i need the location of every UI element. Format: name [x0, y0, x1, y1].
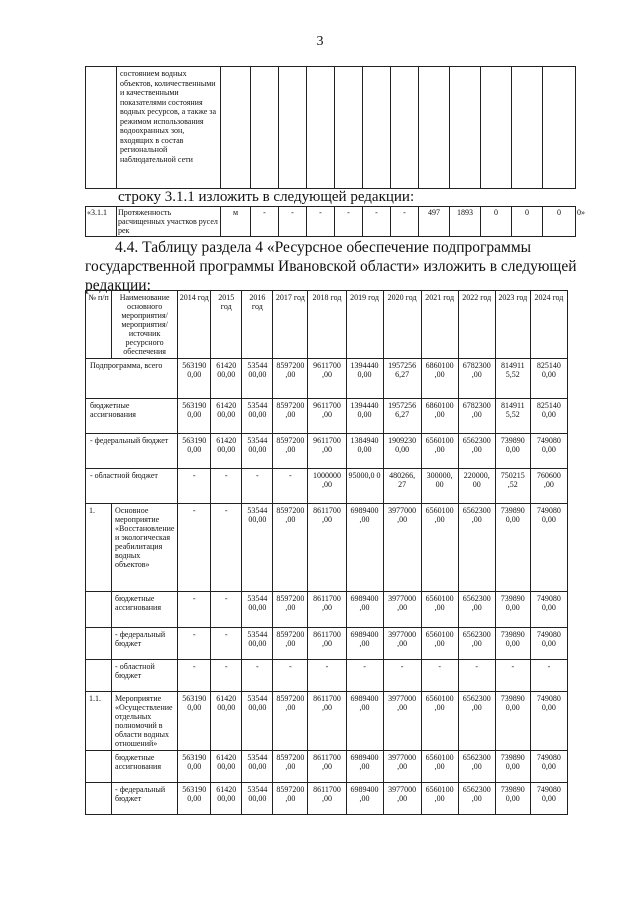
row-number: 1.	[86, 504, 112, 592]
row-value: 6562300 ,00	[458, 692, 495, 751]
row-value: 61420 00,00	[211, 692, 242, 751]
table-row	[86, 592, 568, 628]
row-value: -	[178, 504, 211, 592]
row-value: -	[530, 660, 567, 692]
header-year: 2022 год	[458, 291, 495, 359]
row-311-value: -	[307, 207, 335, 237]
table-row	[86, 469, 568, 504]
row-number	[86, 592, 112, 628]
row-number	[86, 660, 112, 692]
row-value: 8611700 ,00	[308, 504, 346, 592]
table-row	[86, 399, 568, 434]
row-value: 8597200 ,00	[273, 592, 308, 628]
row-value: 6860100 ,00	[421, 399, 458, 434]
row-value: 814911 5,52	[495, 359, 530, 399]
row-value: 9611700 ,00	[308, 359, 346, 399]
row-value: 6560100 ,00	[421, 692, 458, 751]
row-value: 6562300 ,00	[458, 434, 495, 469]
row-value: 1909230 0,00	[383, 434, 421, 469]
row-value: 749080 0,00	[530, 592, 567, 628]
header-name: Наименование основного мероприятия/ мероприятия/ источник ресурсного обеспечения	[112, 291, 178, 359]
row-name: Основное мероприятие «Восстановление и экологическая реабилитация водных объектов»	[112, 504, 178, 592]
table-row	[86, 783, 568, 815]
row-value: 3977000 ,00	[383, 692, 421, 751]
row-value: 563190 0,00	[178, 692, 211, 751]
row-value: 53544 00,00	[242, 783, 273, 815]
resource-table	[85, 290, 568, 815]
row-name: - областной бюджет	[112, 660, 178, 692]
row-value: 739890 0,00	[495, 592, 530, 628]
row-value: 53544 00,00	[242, 628, 273, 660]
row-value: -	[273, 469, 308, 504]
row-name: - федеральный бюджет	[112, 783, 178, 815]
row-value: 6560100 ,00	[421, 628, 458, 660]
table-row	[86, 434, 568, 469]
row-value: 3977000 ,00	[383, 783, 421, 815]
row-name: бюджетные ассигнования	[112, 592, 178, 628]
row-value: 8597200 ,00	[273, 783, 308, 815]
row-311-value: -	[335, 207, 363, 237]
row-value: 61420 00,00	[211, 783, 242, 815]
row-value: 6989400 ,00	[346, 592, 383, 628]
row-value: 750215 ,52	[495, 469, 530, 504]
row-value: 9611700 ,00	[308, 399, 346, 434]
row-311-name: Протяженность расчищенных участков русел рек	[117, 207, 221, 237]
paragraph-4-4-line2: государственной программы Ивановской области» изложить в следующей	[85, 258, 577, 275]
row-value: 8597200 ,00	[273, 628, 308, 660]
row-value: 6560100 ,00	[421, 592, 458, 628]
row-value: -	[211, 592, 242, 628]
row-value: 3977000 ,00	[383, 592, 421, 628]
paragraph-4-4-line1: 4.4. Таблицу раздела 4 «Ресурсное обеспечение подпрограммы	[115, 239, 532, 256]
row-value: 6989400 ,00	[346, 751, 383, 783]
header-year: 2019 год	[346, 291, 383, 359]
row-value: 300000, 00	[421, 469, 458, 504]
row-311-table	[85, 206, 585, 237]
row-value: 6989400 ,00	[346, 783, 383, 815]
row-value: 563190 0,00	[178, 399, 211, 434]
row-value: 749080 0,00	[530, 783, 567, 815]
row-name: бюджетные ассигнования	[112, 751, 178, 783]
header-year: 2016 год	[242, 291, 273, 359]
row-name: бюджетные ассигнования	[86, 399, 178, 434]
row-value: 6860100 ,00	[421, 359, 458, 399]
row-311-value: -	[391, 207, 419, 237]
row-value: 8597200 ,00	[273, 504, 308, 592]
header-year: 2024 год	[530, 291, 567, 359]
row-number	[86, 751, 112, 783]
row-value: 739890 0,00	[495, 692, 530, 751]
row-311-value: 497	[419, 207, 450, 237]
row-value: 61420 00,00	[211, 359, 242, 399]
row-311: «3.1.1 Протяженность расчищенных участков русел рек м - - - - - - 497 1893 0 0 0 0»	[87, 208, 585, 235]
row-311-value: -	[363, 207, 391, 237]
row-value: 6562300 ,00	[458, 628, 495, 660]
row-value: 6782300 ,00	[458, 399, 495, 434]
row-value: -	[178, 628, 211, 660]
row-name: - областной бюджет	[86, 469, 178, 504]
header-year: 2018 год	[308, 291, 346, 359]
row-value: 563190 0,00	[178, 359, 211, 399]
row-value: -	[273, 660, 308, 692]
row-311-value: 1893	[450, 207, 481, 237]
row-value: 53544 00,00	[242, 359, 273, 399]
row-value: 220000, 00	[458, 469, 495, 504]
table-row	[86, 692, 568, 751]
row-value: 1000000 ,00	[308, 469, 346, 504]
row-value: -	[346, 660, 383, 692]
header-year: 2015 год	[211, 291, 242, 359]
row-number	[86, 783, 112, 815]
table-header-row	[86, 291, 568, 359]
row-value: 739890 0,00	[495, 434, 530, 469]
row-value: -	[495, 660, 530, 692]
row-value: -	[308, 660, 346, 692]
row-value: 61420 00,00	[211, 751, 242, 783]
header-year: 2017 год	[273, 291, 308, 359]
row-value: 814911 5,52	[495, 399, 530, 434]
row-value: 6562300 ,00	[458, 751, 495, 783]
table-row	[86, 751, 568, 783]
row-value: 8597200 ,00	[273, 692, 308, 751]
row-value: 739890 0,00	[495, 751, 530, 783]
row-311-code: «3.1.1	[86, 207, 117, 237]
row-value: 6989400 ,00	[346, 504, 383, 592]
row-name: - федеральный бюджет	[86, 434, 178, 469]
row-value: 1394440 0,00	[346, 399, 383, 434]
row-value: -	[211, 628, 242, 660]
row-value: 749080 0,00	[530, 434, 567, 469]
row-number: 1.1.	[86, 692, 112, 751]
cont-num-cell	[86, 67, 117, 189]
row-value: 6562300 ,00	[458, 592, 495, 628]
header-year: 2020 год	[383, 291, 421, 359]
row-value: 825140 0,00	[530, 399, 567, 434]
row-value: 8611700 ,00	[308, 692, 346, 751]
row-value: 3977000 ,00	[383, 628, 421, 660]
row-value: 6562300 ,00	[458, 783, 495, 815]
row-value: 53544 00,00	[242, 592, 273, 628]
row-value: 8597200 ,00	[273, 359, 308, 399]
header-year: 2014 год	[178, 291, 211, 359]
row-value: -	[421, 660, 458, 692]
row-value: 563190 0,00	[178, 751, 211, 783]
row-value: 749080 0,00	[530, 692, 567, 751]
row-value: -	[211, 504, 242, 592]
row-value: -	[242, 469, 273, 504]
row-311-value: -	[279, 207, 307, 237]
row-value: 8611700 ,00	[308, 783, 346, 815]
row-value: 8597200 ,00	[273, 434, 308, 469]
row-value: -	[242, 660, 273, 692]
row-value: 739890 0,00	[495, 504, 530, 592]
row-value: 1957256 6,27	[383, 399, 421, 434]
table-row	[86, 628, 568, 660]
row-value: 95000,0 0	[346, 469, 383, 504]
row-value: 6989400 ,00	[346, 692, 383, 751]
row-name: Мероприятие «Осуществление отдельных полномочий в области водных отношений»	[112, 692, 178, 751]
row-value: 749080 0,00	[530, 504, 567, 592]
row-value: -	[178, 592, 211, 628]
row-value: 53544 00,00	[242, 399, 273, 434]
header-year: 2021 год	[421, 291, 458, 359]
row-value: 8611700 ,00	[308, 751, 346, 783]
row-value: 1384940 0,00	[346, 434, 383, 469]
row-value: -	[178, 469, 211, 504]
row-value: 6560100 ,00	[421, 434, 458, 469]
row-value: 6560100 ,00	[421, 751, 458, 783]
row-value: 6782300 ,00	[458, 359, 495, 399]
row-value: 61420 00,00	[211, 399, 242, 434]
row-value: 760600 ,00	[530, 469, 567, 504]
continuation-table	[85, 66, 576, 189]
row-value: 3977000 ,00	[383, 504, 421, 592]
row-value: -	[383, 660, 421, 692]
table-row	[86, 504, 568, 592]
row-value: -	[178, 660, 211, 692]
row-value: 563190 0,00	[178, 434, 211, 469]
row-311-value: 0	[543, 207, 576, 237]
row-value: 825140 0,00	[530, 359, 567, 399]
row-311-unit: м	[221, 207, 251, 237]
row-value: 6560100 ,00	[421, 504, 458, 592]
row-value: 53544 00,00	[242, 434, 273, 469]
row-value: 3977000 ,00	[383, 751, 421, 783]
header-num: № п/п	[86, 291, 112, 359]
cont-text-cell: состоянием водных объектов, количественными и качественными показателями состояния водных ресурсов, а также за режимом использования водоохранных зон, входящих в состав региональной наблюдательной сети	[117, 67, 221, 189]
row-value: 563190 0,00	[178, 783, 211, 815]
row-value: 1394440 0,00	[346, 359, 383, 399]
instruction-311: строку 3.1.1 изложить в следующей редакции:	[118, 189, 415, 205]
row-value: 749080 0,00	[530, 751, 567, 783]
paragraph-4-4-line3: редакции:	[85, 277, 151, 294]
row-value: 8597200 ,00	[273, 399, 308, 434]
row-value: -	[458, 660, 495, 692]
row-value: 8611700 ,00	[308, 592, 346, 628]
row-number	[86, 628, 112, 660]
row-value: 9611700 ,00	[308, 434, 346, 469]
row-311-value: 0	[512, 207, 543, 237]
table-row	[86, 359, 568, 399]
row-name: Подпрограмма, всего	[86, 359, 178, 399]
row-name: - федеральный бюджет	[112, 628, 178, 660]
row-value: 739890 0,00	[495, 783, 530, 815]
row-value: 1957256 6,27	[383, 359, 421, 399]
row-value: 6560100 ,00	[421, 783, 458, 815]
page-number: 3	[316, 34, 324, 49]
table-row	[86, 660, 568, 692]
header-year: 2023 год	[495, 291, 530, 359]
row-value: 53544 00,00	[242, 692, 273, 751]
row-value: 6562300 ,00	[458, 504, 495, 592]
row-value: 53544 00,00	[242, 751, 273, 783]
row-311-value: 0	[481, 207, 512, 237]
row-value: 6989400 ,00	[346, 628, 383, 660]
row-value: 8597200 ,00	[273, 751, 308, 783]
row-value: 739890 0,00	[495, 628, 530, 660]
row-value: 53544 00,00	[242, 504, 273, 592]
row-value: 8611700 ,00	[308, 628, 346, 660]
row-value: 749080 0,00	[530, 628, 567, 660]
row-value: -	[211, 660, 242, 692]
row-value: 480266, 27	[383, 469, 421, 504]
row-value: 61420 00,00	[211, 434, 242, 469]
row-311-value: -	[251, 207, 279, 237]
row-value: -	[211, 469, 242, 504]
